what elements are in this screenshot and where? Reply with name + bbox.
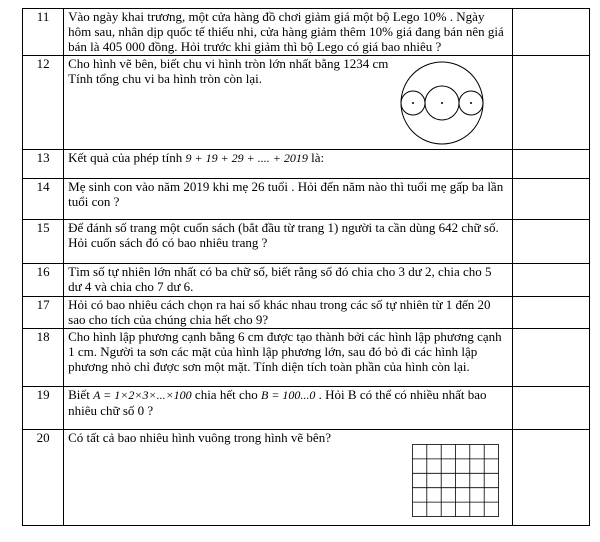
question-text: Tìm số tự nhiên lớn nhất có ba chữ số, biết rằng số đó chia cho 3 dư 2, chia cho 5 dư 4 và chia cho 7 dư 6. bbox=[64, 264, 513, 297]
answer-cell bbox=[512, 56, 589, 150]
question-text: Cho hình lập phương cạnh bằng 6 cm được tạo thành bởi các hình lập phương cạnh 1 cm. Người ta sơn các mặt của hình lập phương lớn, sau đó bỏ đi các hình lập phương nhỏ chỉ được sơn một mặt. Tính diện tích toàn phần của hình còn lại. bbox=[64, 329, 513, 387]
answer-cell bbox=[512, 329, 589, 387]
answer-cell bbox=[512, 220, 589, 264]
answer-cell bbox=[512, 264, 589, 297]
math-expression: B = 100...0 bbox=[260, 388, 316, 402]
question-number: 16 bbox=[23, 264, 64, 297]
table-row bbox=[23, 264, 590, 297]
table-row bbox=[23, 297, 590, 329]
table-row bbox=[23, 56, 590, 150]
table-row bbox=[23, 9, 590, 56]
question-text: Kết quả của phép tính 9 + 19 + 29 + .... + 2019 là: bbox=[64, 150, 513, 179]
question-text: Hỏi có bao nhiêu cách chọn ra hai số khác nhau trong các số tự nhiên từ 1 đến 20 sao cho tích của chúng chia hết cho 9? bbox=[64, 297, 513, 329]
question-table bbox=[22, 8, 590, 526]
question-line: Cho hình vẽ bên, biết chu vi hình tròn lớn nhất bằng 1234 cm bbox=[68, 56, 389, 71]
question-number: 19 bbox=[23, 387, 64, 430]
question-number: 17 bbox=[23, 297, 64, 329]
question-number: 13 bbox=[23, 150, 64, 179]
question-number: 18 bbox=[23, 329, 64, 387]
question-number: 11 bbox=[23, 9, 64, 56]
answer-cell bbox=[512, 150, 589, 179]
question-text: Mẹ sinh con vào năm 2019 khi mẹ 26 tuổi . Hỏi đến năm nào thì tuổi mẹ gấp ba lần tuổi con ? bbox=[64, 179, 513, 220]
answer-cell bbox=[512, 179, 589, 220]
table-row bbox=[23, 179, 590, 220]
question-text bbox=[64, 56, 513, 150]
answer-cell bbox=[512, 387, 589, 430]
math-expression: 9 + 19 + 29 + .... + 2019 bbox=[185, 151, 308, 165]
table-row bbox=[23, 220, 590, 264]
question-number: 15 bbox=[23, 220, 64, 264]
question-text: Biết A = 1×2×3×...×100 chia hết cho B = 100...0 . Hỏi B có thể có nhiều nhất bao nhiêu chữ số 0 ? bbox=[64, 387, 513, 430]
question-number: 12 bbox=[23, 56, 64, 150]
math-expression: A = 1×2×3×...×100 bbox=[93, 388, 192, 402]
question-text: Để đánh số trang một cuốn sách (bắt đầu từ trang 1) người ta cần dùng 642 chữ số. Hỏi cuốn sách đó có bao nhiêu trang ? bbox=[64, 220, 513, 264]
grid-figure bbox=[412, 444, 499, 517]
circles-figure bbox=[396, 60, 488, 146]
table-row bbox=[23, 430, 590, 526]
question-line: Tính tổng chu vi ba hình tròn còn lại. bbox=[68, 71, 263, 86]
question-number: 20 bbox=[23, 430, 64, 526]
table-row bbox=[23, 329, 590, 387]
table-row bbox=[23, 387, 590, 430]
answer-cell bbox=[512, 430, 589, 526]
answer-cell bbox=[512, 297, 589, 329]
question-text: Có tất cả bao nhiêu hình vuông trong hình vẽ bên? bbox=[64, 430, 513, 526]
table-row bbox=[23, 150, 590, 179]
answer-cell bbox=[512, 9, 589, 56]
question-text: Vào ngày khai trương, một cửa hàng đồ chơi giảm giá một bộ Lego 10% . Ngày hôm sau, nhân dịp quốc tế thiếu nhi, cửa hàng giảm thêm 10% giá đang bán nên giá bán là 405 000 đồng. Hỏi trước khi giảm thì bộ Lego có giá bao nhiêu ? bbox=[64, 9, 513, 56]
question-number: 14 bbox=[23, 179, 64, 220]
